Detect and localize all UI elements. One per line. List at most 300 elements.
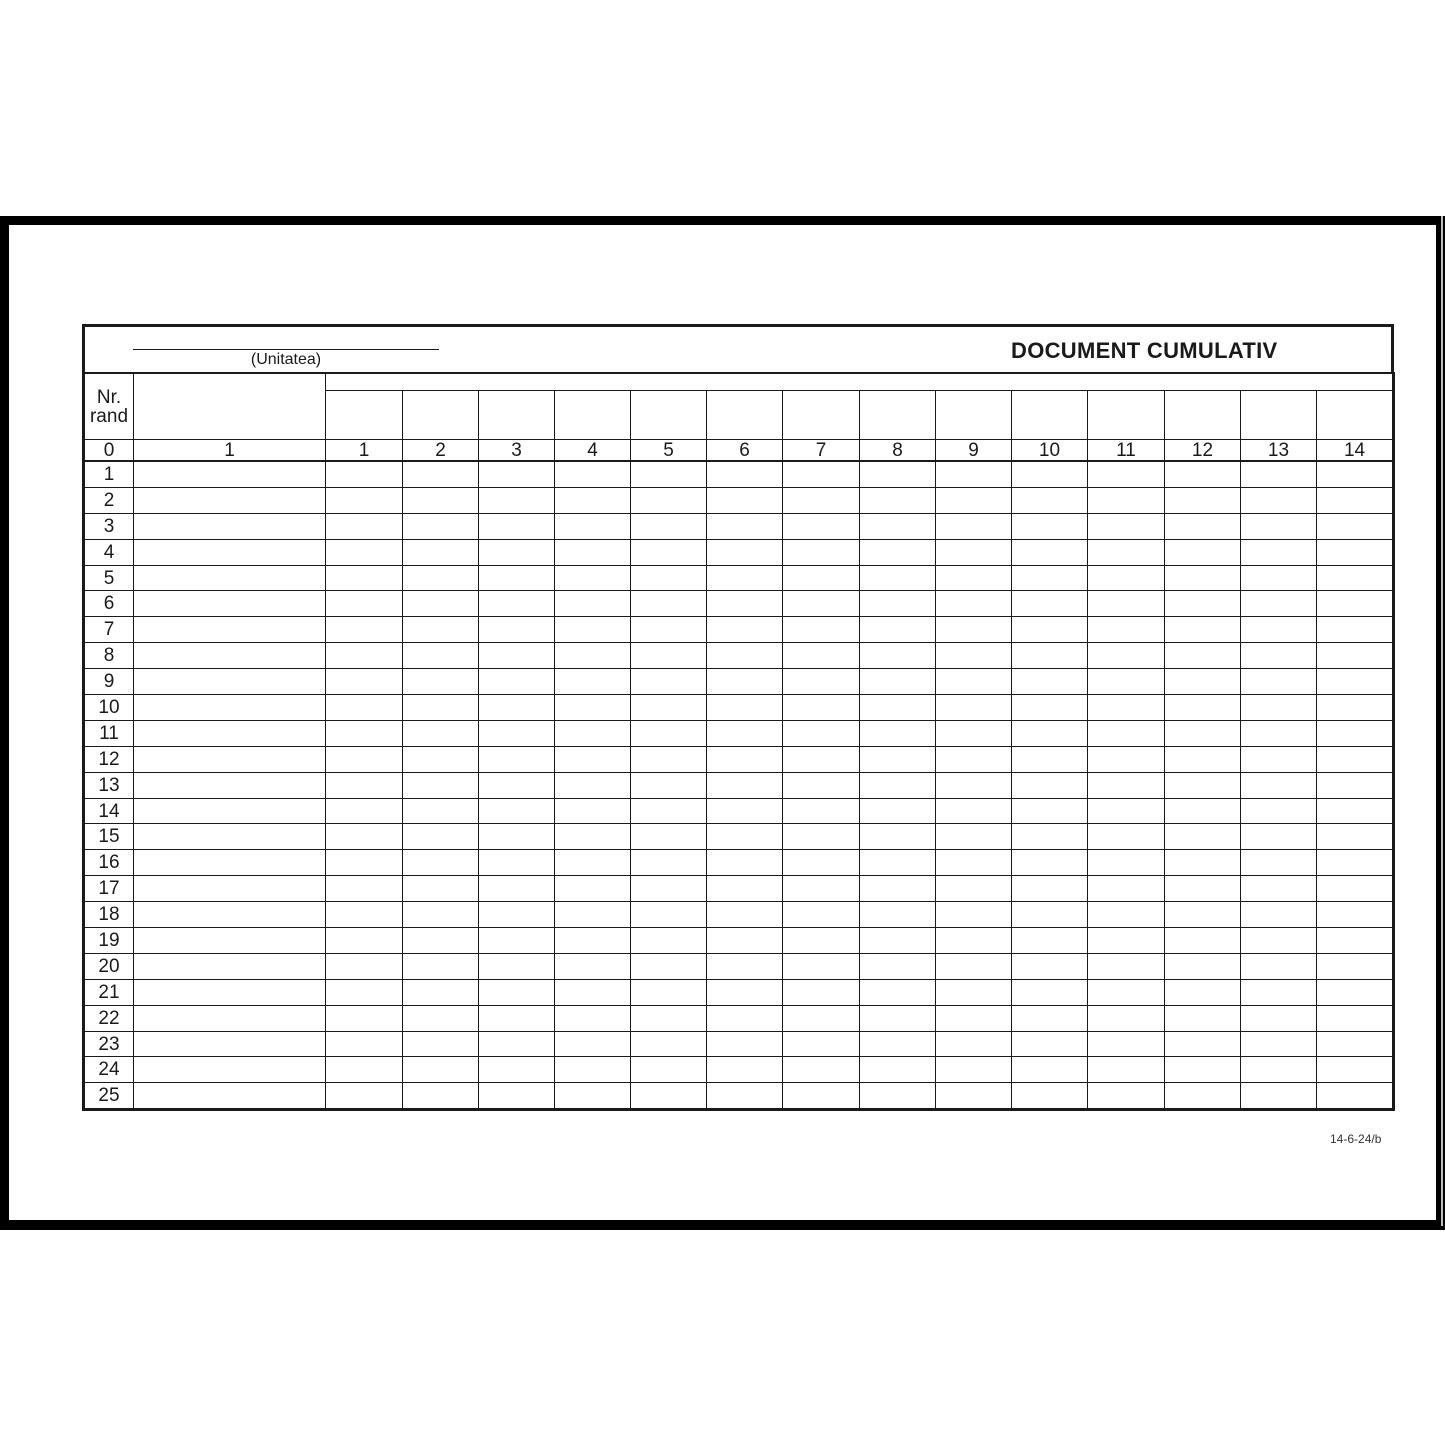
description-cell[interactable]: [134, 798, 326, 824]
value-cell[interactable]: [1012, 928, 1088, 954]
value-cell[interactable]: [1088, 798, 1165, 824]
value-cell[interactable]: [936, 617, 1012, 643]
value-cell[interactable]: [555, 1005, 631, 1031]
value-cell[interactable]: [707, 539, 783, 565]
value-cell[interactable]: [1241, 669, 1317, 695]
value-cell[interactable]: [326, 539, 403, 565]
value-cell[interactable]: [860, 617, 936, 643]
value-cell[interactable]: [860, 746, 936, 772]
value-cell[interactable]: [1088, 513, 1165, 539]
column-header-cell[interactable]: [1012, 391, 1088, 440]
value-cell[interactable]: [860, 902, 936, 928]
value-cell[interactable]: [1165, 979, 1241, 1005]
value-cell[interactable]: [1317, 539, 1394, 565]
column-header-cell[interactable]: [555, 391, 631, 440]
value-cell[interactable]: [1241, 1031, 1317, 1057]
column-header-cell[interactable]: [1165, 391, 1241, 440]
value-cell[interactable]: [860, 669, 936, 695]
value-cell[interactable]: [783, 1005, 860, 1031]
value-cell[interactable]: [631, 902, 707, 928]
value-cell[interactable]: [1088, 979, 1165, 1005]
value-cell[interactable]: [1088, 1005, 1165, 1031]
value-cell[interactable]: [479, 669, 555, 695]
value-cell[interactable]: [403, 461, 479, 487]
value-cell[interactable]: [707, 487, 783, 513]
value-cell[interactable]: [631, 1057, 707, 1083]
value-cell[interactable]: [631, 772, 707, 798]
value-cell[interactable]: [783, 643, 860, 669]
value-cell[interactable]: [555, 695, 631, 721]
value-cell[interactable]: [479, 928, 555, 954]
value-cell[interactable]: [1088, 539, 1165, 565]
value-cell[interactable]: [326, 1083, 403, 1110]
value-cell[interactable]: [555, 1083, 631, 1110]
value-cell[interactable]: [403, 1057, 479, 1083]
description-cell[interactable]: [134, 979, 326, 1005]
value-cell[interactable]: [1012, 617, 1088, 643]
value-cell[interactable]: [1012, 746, 1088, 772]
value-cell[interactable]: [860, 979, 936, 1005]
value-cell[interactable]: [707, 720, 783, 746]
value-cell[interactable]: [783, 953, 860, 979]
value-cell[interactable]: [1241, 979, 1317, 1005]
value-cell[interactable]: [1165, 798, 1241, 824]
value-cell[interactable]: [631, 695, 707, 721]
value-cell[interactable]: [783, 539, 860, 565]
value-cell[interactable]: [1317, 720, 1394, 746]
value-cell[interactable]: [1241, 539, 1317, 565]
value-cell[interactable]: [860, 850, 936, 876]
value-cell[interactable]: [555, 591, 631, 617]
value-cell[interactable]: [936, 850, 1012, 876]
value-cell[interactable]: [860, 461, 936, 487]
value-cell[interactable]: [1241, 617, 1317, 643]
value-cell[interactable]: [1241, 824, 1317, 850]
value-cell[interactable]: [631, 669, 707, 695]
value-cell[interactable]: [1241, 876, 1317, 902]
value-cell[interactable]: [707, 876, 783, 902]
value-cell[interactable]: [860, 824, 936, 850]
value-cell[interactable]: [326, 720, 403, 746]
value-cell[interactable]: [555, 850, 631, 876]
value-cell[interactable]: [936, 876, 1012, 902]
value-cell[interactable]: [1165, 1083, 1241, 1110]
description-cell[interactable]: [134, 902, 326, 928]
value-cell[interactable]: [936, 487, 1012, 513]
value-cell[interactable]: [326, 798, 403, 824]
value-cell[interactable]: [783, 695, 860, 721]
value-cell[interactable]: [631, 979, 707, 1005]
value-cell[interactable]: [707, 591, 783, 617]
value-cell[interactable]: [707, 1031, 783, 1057]
value-cell[interactable]: [1241, 953, 1317, 979]
value-cell[interactable]: [707, 772, 783, 798]
value-cell[interactable]: [479, 1031, 555, 1057]
value-cell[interactable]: [631, 591, 707, 617]
description-cell[interactable]: [134, 928, 326, 954]
value-cell[interactable]: [860, 695, 936, 721]
value-cell[interactable]: [1241, 1005, 1317, 1031]
description-cell[interactable]: [134, 850, 326, 876]
value-cell[interactable]: [555, 720, 631, 746]
value-cell[interactable]: [707, 902, 783, 928]
description-cell[interactable]: [134, 513, 326, 539]
value-cell[interactable]: [1317, 565, 1394, 591]
value-cell[interactable]: [1088, 720, 1165, 746]
value-cell[interactable]: [1317, 487, 1394, 513]
value-cell[interactable]: [707, 824, 783, 850]
value-cell[interactable]: [783, 565, 860, 591]
value-cell[interactable]: [555, 876, 631, 902]
value-cell[interactable]: [1165, 876, 1241, 902]
value-cell[interactable]: [1317, 746, 1394, 772]
column-header-cell[interactable]: [326, 391, 403, 440]
value-cell[interactable]: [479, 979, 555, 1005]
value-cell[interactable]: [860, 1057, 936, 1083]
value-cell[interactable]: [1088, 1057, 1165, 1083]
value-cell[interactable]: [403, 902, 479, 928]
value-cell[interactable]: [1012, 1083, 1088, 1110]
value-cell[interactable]: [403, 1031, 479, 1057]
value-cell[interactable]: [479, 798, 555, 824]
value-cell[interactable]: [1241, 461, 1317, 487]
value-cell[interactable]: [403, 953, 479, 979]
value-cell[interactable]: [860, 539, 936, 565]
value-cell[interactable]: [936, 1031, 1012, 1057]
column-header-cell[interactable]: [1241, 391, 1317, 440]
value-cell[interactable]: [326, 979, 403, 1005]
value-cell[interactable]: [631, 539, 707, 565]
value-cell[interactable]: [707, 513, 783, 539]
value-cell[interactable]: [1317, 798, 1394, 824]
value-cell[interactable]: [1241, 928, 1317, 954]
description-cell[interactable]: [134, 695, 326, 721]
description-cell[interactable]: [134, 669, 326, 695]
value-cell[interactable]: [1241, 798, 1317, 824]
value-cell[interactable]: [1241, 746, 1317, 772]
value-cell[interactable]: [1012, 487, 1088, 513]
value-cell[interactable]: [1165, 513, 1241, 539]
value-cell[interactable]: [936, 824, 1012, 850]
value-cell[interactable]: [1012, 824, 1088, 850]
description-cell[interactable]: [134, 565, 326, 591]
value-cell[interactable]: [1012, 772, 1088, 798]
value-cell[interactable]: [783, 902, 860, 928]
value-cell[interactable]: [1088, 928, 1165, 954]
value-cell[interactable]: [783, 720, 860, 746]
value-cell[interactable]: [1012, 565, 1088, 591]
value-cell[interactable]: [1241, 565, 1317, 591]
value-cell[interactable]: [1317, 513, 1394, 539]
value-cell[interactable]: [479, 695, 555, 721]
value-cell[interactable]: [403, 695, 479, 721]
value-cell[interactable]: [860, 772, 936, 798]
value-cell[interactable]: [860, 565, 936, 591]
value-cell[interactable]: [479, 617, 555, 643]
value-cell[interactable]: [783, 1083, 860, 1110]
value-cell[interactable]: [631, 928, 707, 954]
value-cell[interactable]: [1165, 565, 1241, 591]
column-header-cell[interactable]: [479, 391, 555, 440]
value-cell[interactable]: [1241, 591, 1317, 617]
value-cell[interactable]: [1165, 953, 1241, 979]
value-cell[interactable]: [1088, 1083, 1165, 1110]
value-cell[interactable]: [326, 928, 403, 954]
value-cell[interactable]: [1165, 746, 1241, 772]
column-header-cell[interactable]: [936, 391, 1012, 440]
value-cell[interactable]: [783, 798, 860, 824]
value-cell[interactable]: [555, 1031, 631, 1057]
value-cell[interactable]: [860, 487, 936, 513]
column-header-cell[interactable]: [707, 391, 783, 440]
value-cell[interactable]: [631, 643, 707, 669]
value-cell[interactable]: [403, 979, 479, 1005]
value-cell[interactable]: [326, 643, 403, 669]
unit-fill-line[interactable]: [133, 349, 439, 350]
value-cell[interactable]: [1088, 902, 1165, 928]
value-cell[interactable]: [1088, 876, 1165, 902]
value-cell[interactable]: [326, 953, 403, 979]
value-cell[interactable]: [860, 720, 936, 746]
value-cell[interactable]: [860, 513, 936, 539]
value-cell[interactable]: [1088, 487, 1165, 513]
value-cell[interactable]: [631, 824, 707, 850]
value-cell[interactable]: [1012, 1031, 1088, 1057]
value-cell[interactable]: [1317, 695, 1394, 721]
value-cell[interactable]: [326, 591, 403, 617]
value-cell[interactable]: [1012, 850, 1088, 876]
description-cell[interactable]: [134, 617, 326, 643]
value-cell[interactable]: [1317, 1083, 1394, 1110]
value-cell[interactable]: [403, 1005, 479, 1031]
value-cell[interactable]: [479, 461, 555, 487]
description-cell[interactable]: [134, 487, 326, 513]
value-cell[interactable]: [1317, 953, 1394, 979]
value-cell[interactable]: [860, 1005, 936, 1031]
column-header-cell[interactable]: [860, 391, 936, 440]
value-cell[interactable]: [403, 487, 479, 513]
value-cell[interactable]: [403, 513, 479, 539]
value-cell[interactable]: [1317, 617, 1394, 643]
value-cell[interactable]: [707, 979, 783, 1005]
value-cell[interactable]: [783, 487, 860, 513]
value-cell[interactable]: [326, 513, 403, 539]
value-cell[interactable]: [1241, 513, 1317, 539]
value-cell[interactable]: [1012, 876, 1088, 902]
value-cell[interactable]: [707, 461, 783, 487]
value-cell[interactable]: [860, 1083, 936, 1110]
value-cell[interactable]: [1088, 565, 1165, 591]
value-cell[interactable]: [326, 902, 403, 928]
value-cell[interactable]: [403, 643, 479, 669]
value-cell[interactable]: [936, 1057, 1012, 1083]
value-cell[interactable]: [403, 565, 479, 591]
description-cell[interactable]: [134, 746, 326, 772]
value-cell[interactable]: [1165, 487, 1241, 513]
value-cell[interactable]: [479, 953, 555, 979]
value-cell[interactable]: [707, 669, 783, 695]
value-cell[interactable]: [1317, 902, 1394, 928]
value-cell[interactable]: [1088, 1031, 1165, 1057]
value-cell[interactable]: [936, 746, 1012, 772]
description-header-cell[interactable]: [134, 373, 326, 440]
value-cell[interactable]: [783, 1031, 860, 1057]
value-cell[interactable]: [1165, 643, 1241, 669]
value-cell[interactable]: [555, 902, 631, 928]
value-cell[interactable]: [631, 461, 707, 487]
value-cell[interactable]: [555, 513, 631, 539]
value-cell[interactable]: [860, 1031, 936, 1057]
value-cell[interactable]: [936, 798, 1012, 824]
column-header-cell[interactable]: [403, 391, 479, 440]
value-cell[interactable]: [860, 953, 936, 979]
value-cell[interactable]: [479, 513, 555, 539]
value-cell[interactable]: [555, 461, 631, 487]
value-cell[interactable]: [936, 953, 1012, 979]
value-cell[interactable]: [707, 565, 783, 591]
value-cell[interactable]: [860, 591, 936, 617]
value-cell[interactable]: [707, 850, 783, 876]
value-cell[interactable]: [1317, 772, 1394, 798]
description-cell[interactable]: [134, 539, 326, 565]
value-cell[interactable]: [1088, 695, 1165, 721]
value-cell[interactable]: [783, 928, 860, 954]
value-cell[interactable]: [1165, 617, 1241, 643]
value-cell[interactable]: [479, 565, 555, 591]
value-cell[interactable]: [555, 617, 631, 643]
value-cell[interactable]: [403, 772, 479, 798]
value-cell[interactable]: [936, 979, 1012, 1005]
value-cell[interactable]: [860, 798, 936, 824]
value-cell[interactable]: [1165, 824, 1241, 850]
value-cell[interactable]: [631, 850, 707, 876]
description-cell[interactable]: [134, 1031, 326, 1057]
value-cell[interactable]: [1012, 953, 1088, 979]
value-cell[interactable]: [783, 461, 860, 487]
value-cell[interactable]: [707, 1057, 783, 1083]
value-cell[interactable]: [631, 746, 707, 772]
value-cell[interactable]: [1088, 617, 1165, 643]
value-cell[interactable]: [479, 876, 555, 902]
column-header-cell[interactable]: [783, 391, 860, 440]
value-cell[interactable]: [1165, 1031, 1241, 1057]
value-cell[interactable]: [1165, 772, 1241, 798]
description-cell[interactable]: [134, 953, 326, 979]
value-cell[interactable]: [479, 539, 555, 565]
value-cell[interactable]: [1317, 643, 1394, 669]
value-cell[interactable]: [936, 669, 1012, 695]
value-cell[interactable]: [1317, 824, 1394, 850]
value-cell[interactable]: [479, 902, 555, 928]
value-cell[interactable]: [326, 1057, 403, 1083]
value-cell[interactable]: [1317, 850, 1394, 876]
value-cell[interactable]: [1241, 1057, 1317, 1083]
value-cell[interactable]: [479, 591, 555, 617]
value-cell[interactable]: [936, 772, 1012, 798]
value-cell[interactable]: [479, 824, 555, 850]
value-cell[interactable]: [326, 669, 403, 695]
value-cell[interactable]: [707, 1005, 783, 1031]
value-cell[interactable]: [1165, 461, 1241, 487]
value-cell[interactable]: [783, 1057, 860, 1083]
description-cell[interactable]: [134, 461, 326, 487]
value-cell[interactable]: [1012, 591, 1088, 617]
value-cell[interactable]: [1317, 1005, 1394, 1031]
value-cell[interactable]: [1012, 643, 1088, 669]
value-cell[interactable]: [1241, 487, 1317, 513]
value-cell[interactable]: [555, 1057, 631, 1083]
value-cell[interactable]: [1165, 1005, 1241, 1031]
value-cell[interactable]: [1012, 1005, 1088, 1031]
value-cell[interactable]: [1165, 669, 1241, 695]
value-cell[interactable]: [783, 591, 860, 617]
value-cell[interactable]: [479, 1083, 555, 1110]
value-cell[interactable]: [403, 591, 479, 617]
value-cell[interactable]: [1165, 928, 1241, 954]
value-cell[interactable]: [936, 928, 1012, 954]
description-cell[interactable]: [134, 1005, 326, 1031]
value-cell[interactable]: [1012, 902, 1088, 928]
value-cell[interactable]: [326, 1031, 403, 1057]
value-cell[interactable]: [707, 695, 783, 721]
value-cell[interactable]: [783, 772, 860, 798]
value-cell[interactable]: [1012, 720, 1088, 746]
value-cell[interactable]: [403, 876, 479, 902]
value-cell[interactable]: [707, 617, 783, 643]
value-cell[interactable]: [707, 643, 783, 669]
value-cell[interactable]: [326, 565, 403, 591]
value-cell[interactable]: [631, 513, 707, 539]
value-cell[interactable]: [1317, 1031, 1394, 1057]
value-cell[interactable]: [631, 876, 707, 902]
value-cell[interactable]: [631, 487, 707, 513]
value-cell[interactable]: [783, 979, 860, 1005]
value-cell[interactable]: [936, 1005, 1012, 1031]
value-cell[interactable]: [326, 746, 403, 772]
description-cell[interactable]: [134, 643, 326, 669]
value-cell[interactable]: [555, 979, 631, 1005]
value-cell[interactable]: [479, 487, 555, 513]
value-cell[interactable]: [1088, 591, 1165, 617]
value-cell[interactable]: [783, 513, 860, 539]
value-cell[interactable]: [555, 798, 631, 824]
value-cell[interactable]: [783, 746, 860, 772]
value-cell[interactable]: [1241, 902, 1317, 928]
description-cell[interactable]: [134, 720, 326, 746]
value-cell[interactable]: [1012, 798, 1088, 824]
value-cell[interactable]: [1012, 513, 1088, 539]
value-cell[interactable]: [1165, 902, 1241, 928]
value-cell[interactable]: [403, 617, 479, 643]
value-cell[interactable]: [326, 487, 403, 513]
value-cell[interactable]: [631, 1031, 707, 1057]
value-cell[interactable]: [936, 539, 1012, 565]
description-cell[interactable]: [134, 591, 326, 617]
value-cell[interactable]: [860, 928, 936, 954]
value-cell[interactable]: [936, 643, 1012, 669]
description-cell[interactable]: [134, 824, 326, 850]
value-cell[interactable]: [1241, 850, 1317, 876]
value-cell[interactable]: [555, 565, 631, 591]
value-cell[interactable]: [631, 1005, 707, 1031]
value-cell[interactable]: [403, 669, 479, 695]
value-cell[interactable]: [631, 953, 707, 979]
value-cell[interactable]: [1317, 461, 1394, 487]
value-cell[interactable]: [1012, 539, 1088, 565]
description-cell[interactable]: [134, 1057, 326, 1083]
value-cell[interactable]: [1241, 643, 1317, 669]
value-cell[interactable]: [631, 1083, 707, 1110]
